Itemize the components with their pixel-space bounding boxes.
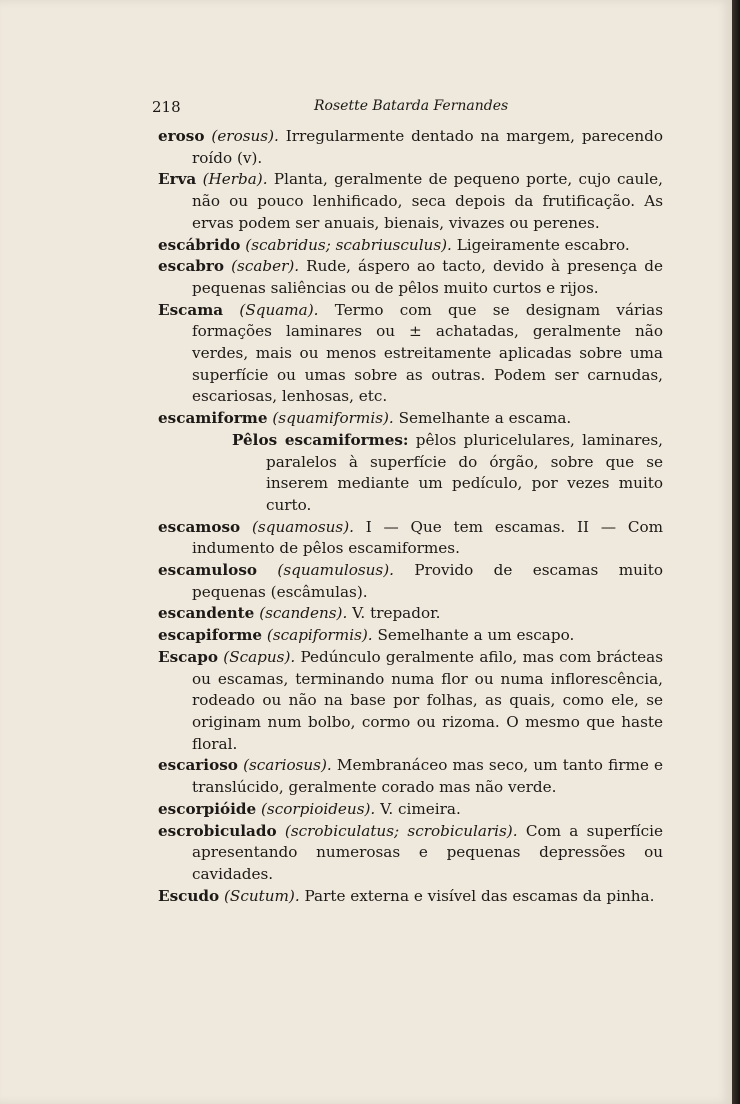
- entry-escarioso: [158, 755, 663, 798]
- entry-escorpioide: [158, 799, 663, 821]
- definition: V. trepador.: [347, 604, 441, 623]
- entry-escandente: [158, 603, 663, 625]
- entry-escabrido: [158, 235, 663, 257]
- definition: V. cimeira.: [375, 799, 461, 818]
- definition: Pedúnculo geralmente afilo, mas com brácteas ou escamas, terminando numa flor ou numa inflorescência, rodeado ou não na base por folhas, as quais, como ele, se originam num bolbo, cormo ou rizoma. O mesmo que haste floral.: [192, 647, 663, 753]
- headword: Escudo: [158, 886, 220, 905]
- latin-term: (scabridus; scabriusculus).: [245, 235, 452, 254]
- latin-term: (scandens).: [259, 604, 348, 623]
- entry-escrobiculado: [158, 821, 663, 886]
- entry-escamuloso: [158, 560, 663, 603]
- headword: escamuloso: [158, 561, 257, 580]
- definition: Semelhante a um escapo.: [372, 626, 575, 645]
- latin-term: (Scapus).: [223, 647, 296, 666]
- definition: Irregularmente dentado na margem, parecendo roído (v).: [192, 127, 663, 167]
- entry-escamoso: [158, 517, 663, 560]
- latin-term: (Squama).: [239, 300, 319, 319]
- latin-term: (scrobiculatus; scrobicularis).: [284, 821, 518, 840]
- headword: escapiforme: [158, 626, 263, 645]
- definition: Parte externa e visível das escamas da pinha.: [299, 886, 655, 905]
- glossary-body: [158, 126, 663, 907]
- entry-pelos-escamiformes: [158, 430, 663, 517]
- headword: escabro: [158, 257, 225, 276]
- latin-term: (Herba).: [202, 170, 268, 189]
- entry-escamiforme: [158, 408, 663, 430]
- headword: eroso: [158, 127, 205, 145]
- headword: escorpióide: [158, 799, 257, 818]
- headword: Escapo: [158, 647, 218, 666]
- definition: Ligeiramente escabro.: [451, 235, 630, 254]
- page-header: [152, 98, 660, 120]
- definition: Planta, geralmente de pequeno porte, cujo caule, não ou pouco lenhificado, seca depois da frutificação. As ervas podem ser anuais, bienais, vivazes ou perenes.: [192, 170, 664, 232]
- latin-term: (squamosus).: [252, 517, 354, 536]
- headword: escandente: [158, 604, 255, 623]
- definition: Membranáceo mas seco, um tanto firme e translúcido, geralmente corado mas não verde.: [192, 756, 664, 797]
- running-head: Rosette Batarda Fernandes: [314, 98, 509, 114]
- definition: Termo com que se designam várias formações laminares ou ± achatadas, geralmente não verdes, mais ou menos estreitamente aplicadas sobre uma superfície ou umas sobre as outras. Podem ser carnudas, escariosas, lenhosas, etc.: [192, 300, 663, 406]
- definition: Provido de escamas muito pequenas (escâmulas).: [192, 561, 664, 601]
- page-number: 218: [152, 98, 181, 116]
- entry-erva: [158, 169, 663, 234]
- latin-term: (Scutum).: [224, 886, 300, 905]
- page-edge: [732, 0, 740, 1104]
- headword: Escama: [158, 300, 224, 319]
- headword: Erva: [158, 170, 197, 189]
- definition: pêlos pluricelulares, laminares, paralelos à superfície do órgão, sobre que se inserem mediante um pedículo, por vezes muito curto.: [266, 430, 663, 514]
- headword: escrobiculado: [158, 821, 277, 840]
- entry-escudo: [158, 886, 663, 908]
- definition: Rude, áspero ao tacto, devido à presença de pequenas saliências ou de pêlos muito curtos e rijos.: [192, 257, 663, 297]
- latin-term: (scaber).: [231, 257, 300, 276]
- headword: escarioso: [158, 756, 238, 775]
- latin-term: (squamulosus).: [277, 561, 394, 580]
- entry-escama: [158, 300, 663, 409]
- entry-escapiforme: [158, 625, 663, 647]
- latin-term: (scorpioideus).: [261, 799, 376, 818]
- entry-escapo: [158, 647, 663, 756]
- entry-escabro: [158, 256, 663, 299]
- headword: escábrido: [158, 235, 241, 254]
- latin-term: (scapiformis).: [266, 626, 373, 645]
- latin-term: (scariosus).: [243, 756, 332, 775]
- definition: Semelhante a escama.: [393, 409, 572, 428]
- headword: Pêlos escamiformes:: [232, 430, 409, 449]
- headword: escamoso: [158, 517, 241, 536]
- definition: Com a superfície apresentando numerosas e pequenas depressões ou cavidades.: [192, 821, 663, 883]
- headword: escamiforme: [158, 409, 268, 428]
- entry-eroso: [158, 126, 663, 169]
- latin-term: (squamiformis).: [272, 409, 394, 428]
- definition: I — Que tem escamas. II — Com indumento de pêlos escamiformes.: [192, 517, 664, 558]
- latin-term: (erosus).: [211, 127, 279, 145]
